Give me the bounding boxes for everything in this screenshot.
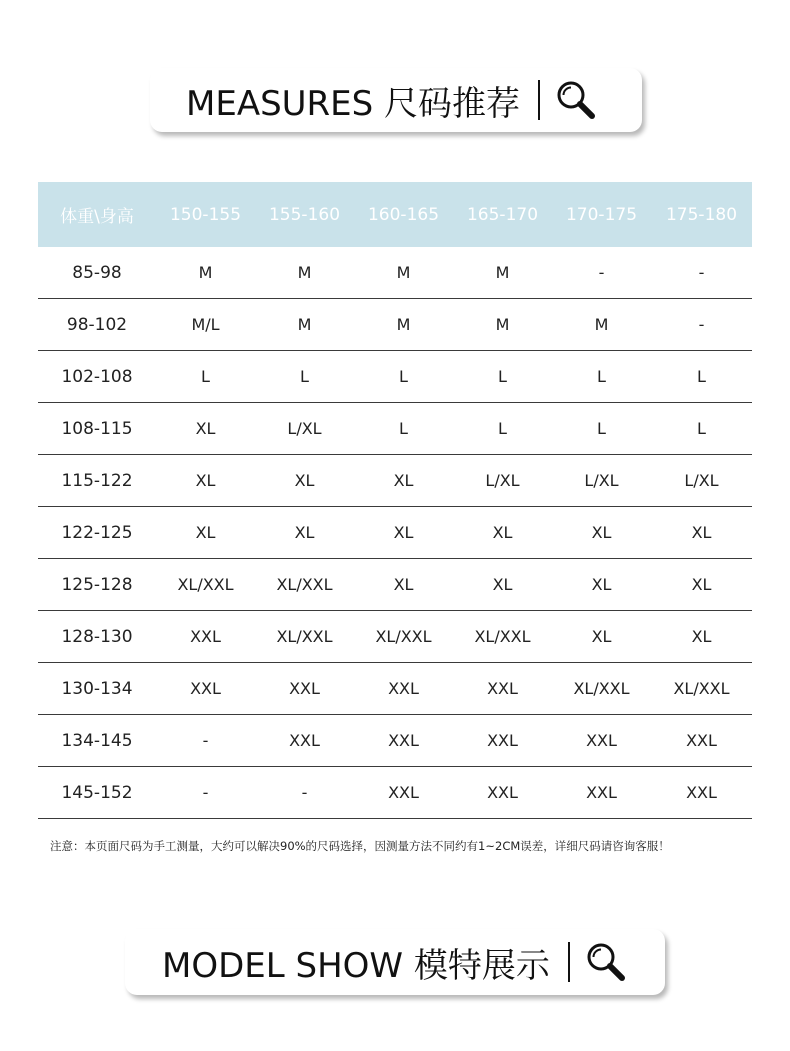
size-cell: M [255, 299, 354, 351]
measurement-note: 注意：本页面尺码为手工测量，大约可以解决90%的尺码选择，因测量方法不同约有1~2CM误差，详细尺码请咨询客服！ [50, 839, 670, 853]
weight-row-header: 125-128 [38, 559, 156, 611]
model-show-title: MODEL SHOW 模特展示 [162, 945, 550, 986]
banner-divider [538, 80, 540, 120]
weight-row-header: 98-102 [38, 299, 156, 351]
size-cell: M [552, 299, 651, 351]
weight-row-header: 85-98 [38, 247, 156, 299]
size-cell: M [453, 299, 552, 351]
measures-title: MEASURES 尺码推荐 [186, 83, 521, 124]
size-cell: L [354, 403, 453, 455]
size-cell: XL [255, 507, 354, 559]
banner-divider [568, 942, 570, 982]
size-cell: XL [354, 507, 453, 559]
size-cell: - [651, 299, 752, 351]
weight-row-header: 130-134 [38, 663, 156, 715]
weight-row-header: 145-152 [38, 767, 156, 819]
table-row [38, 247, 752, 299]
table-row [38, 403, 752, 455]
size-cell: M [255, 247, 354, 299]
size-cell: XXL [354, 663, 453, 715]
size-cell: XXL [651, 715, 752, 767]
size-cell: L [156, 351, 255, 403]
size-cell: XXL [651, 767, 752, 819]
size-cell: L [552, 351, 651, 403]
magnifier-icon [554, 78, 598, 122]
size-cell: XL [552, 507, 651, 559]
weight-row-header: 128-130 [38, 611, 156, 663]
size-cell: XL [255, 455, 354, 507]
table-row [38, 663, 752, 715]
size-cell: L [651, 403, 752, 455]
height-column-header: 165-170 [453, 182, 552, 247]
size-cell: - [552, 247, 651, 299]
table-header-row [38, 182, 752, 247]
size-cell: XL [156, 403, 255, 455]
size-cell: M [156, 247, 255, 299]
size-cell: XL [552, 611, 651, 663]
size-table-body [38, 247, 752, 819]
size-cell: XL [651, 611, 752, 663]
size-cell: XL [651, 507, 752, 559]
size-cell: XL [156, 507, 255, 559]
size-cell: XXL [156, 611, 255, 663]
size-cell: L/XL [255, 403, 354, 455]
magnifier-icon [584, 940, 628, 984]
size-cell: XL [354, 559, 453, 611]
size-cell: L/XL [453, 455, 552, 507]
table-row [38, 299, 752, 351]
size-cell: M/L [156, 299, 255, 351]
weight-row-header: 122-125 [38, 507, 156, 559]
size-cell: - [156, 767, 255, 819]
model-show-banner [125, 929, 665, 995]
size-table [38, 182, 752, 819]
size-cell: - [651, 247, 752, 299]
size-cell: L/XL [552, 455, 651, 507]
height-column-header: 175-180 [651, 182, 752, 247]
table-row [38, 507, 752, 559]
size-cell: XL [552, 559, 651, 611]
table-row [38, 715, 752, 767]
size-cell: XXL [354, 715, 453, 767]
size-cell: XL/XXL [552, 663, 651, 715]
size-cell: L [354, 351, 453, 403]
height-column-header: 155-160 [255, 182, 354, 247]
size-cell: XXL [255, 663, 354, 715]
size-cell: - [255, 767, 354, 819]
size-cell: XXL [453, 767, 552, 819]
corner-header: 体重\身高 [38, 182, 156, 247]
size-cell: XXL [156, 663, 255, 715]
size-cell: XL [651, 559, 752, 611]
height-column-header: 150-155 [156, 182, 255, 247]
table-row [38, 559, 752, 611]
size-cell: XL/XXL [651, 663, 752, 715]
size-cell: XXL [453, 715, 552, 767]
size-cell: XXL [552, 767, 651, 819]
size-cell: XL/XXL [453, 611, 552, 663]
table-row [38, 351, 752, 403]
table-row [38, 611, 752, 663]
weight-row-header: 108-115 [38, 403, 156, 455]
size-cell: L [552, 403, 651, 455]
size-cell: XXL [255, 715, 354, 767]
size-cell: L [453, 351, 552, 403]
height-column-header: 160-165 [354, 182, 453, 247]
size-cell: XXL [453, 663, 552, 715]
weight-row-header: 102-108 [38, 351, 156, 403]
size-cell: XL/XXL [156, 559, 255, 611]
size-cell: - [156, 715, 255, 767]
size-cell: L/XL [651, 455, 752, 507]
table-row [38, 455, 752, 507]
size-cell: M [354, 299, 453, 351]
size-cell: XL/XXL [255, 611, 354, 663]
weight-row-header: 134-145 [38, 715, 156, 767]
weight-row-header: 115-122 [38, 455, 156, 507]
size-cell: L [651, 351, 752, 403]
size-cell: XL/XXL [255, 559, 354, 611]
size-cell: M [354, 247, 453, 299]
size-cell: XL [453, 559, 552, 611]
size-cell: XL [354, 455, 453, 507]
height-column-header: 170-175 [552, 182, 651, 247]
table-row [38, 767, 752, 819]
size-cell: M [453, 247, 552, 299]
size-cell: XL/XXL [354, 611, 453, 663]
size-cell: L [453, 403, 552, 455]
measures-banner [150, 68, 642, 132]
size-cell: XL [156, 455, 255, 507]
size-cell: XXL [354, 767, 453, 819]
size-cell: XL [453, 507, 552, 559]
size-cell: XXL [552, 715, 651, 767]
size-cell: L [255, 351, 354, 403]
